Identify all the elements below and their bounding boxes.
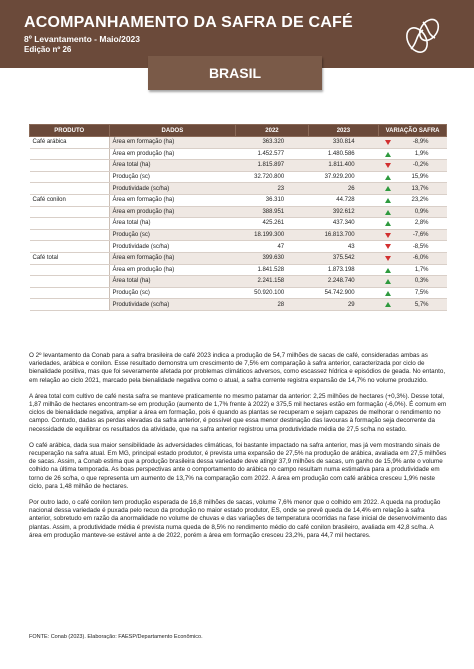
value-2023-cell: 1.811.400: [308, 160, 378, 172]
dados-cell: Produtividade (sc/ha): [109, 183, 236, 195]
produto-cell: [30, 183, 110, 195]
arrow-up-icon: [385, 221, 391, 226]
column-header: 2023: [308, 125, 378, 137]
produto-cell: [30, 148, 110, 160]
value-2022-cell: 363.320: [236, 137, 308, 149]
arrow-up-icon: [385, 210, 391, 215]
variation-cell: [379, 241, 447, 253]
dados-cell: Área em formação (ha): [109, 252, 236, 264]
variation-value: -8,9%: [412, 139, 429, 146]
table-row: [30, 241, 447, 253]
value-2022-cell: 47: [236, 241, 308, 253]
variation-cell: [379, 252, 447, 264]
produto-cell: [30, 229, 110, 241]
arrow-down-icon: [385, 233, 391, 238]
coffee-data-table: [29, 124, 447, 311]
table-row: [30, 229, 447, 241]
table-header-row: [30, 125, 447, 137]
variation-value: 0,9%: [414, 208, 429, 215]
dados-cell: Produção (sc): [109, 229, 236, 241]
produto-cell: [30, 276, 110, 288]
variation-value: 5,7%: [414, 301, 429, 308]
variation-value: 13,7%: [411, 185, 429, 192]
arrow-down-icon: [385, 163, 391, 168]
paragraph: A área total com cultivo de café nesta safra se manteve praticamente no mesmo patamar da anterior: 2,25 milhões de hectares (+0,3%). Desse total, 1,87 milhão de hectares encontram-se em produção (aumento de 1,7% frente à 2022) e 375,5 mil hectares estão em formação (-6,0%). É comum em ciclos de bienalidade negativa, ampliar a área em formação, pois é quando as plantas se recuperam e sejam capazes de melhorar o rendimento no campo. Contudo, dadas as perdas elevadas da safra anterior, é possível que essa menor destinação das lavouras à formação seja decorrente da necessidade de equilibrar os resultados da atividade, que na safra anterior registrou uma produtividade média de 27,5 sc/ha no estado.: [29, 392, 447, 433]
value-2022-cell: 28: [236, 299, 308, 311]
variation-cell: [379, 194, 447, 206]
variation-value: -0,2%: [412, 162, 429, 169]
dados-cell: Área em formação (ha): [109, 194, 236, 206]
column-header: PRODUTO: [30, 125, 110, 137]
arrow-down-icon: [385, 256, 391, 261]
dados-cell: Produtividade (sc/ha): [109, 241, 236, 253]
variation-cell: [379, 183, 447, 195]
table-row: [30, 183, 447, 195]
region-banner: BRASIL: [148, 56, 322, 90]
report-subtitle: 8º Levantamento - Maio/2023: [24, 34, 141, 44]
source-footer: FONTE: Conab (2023). Elaboração: FAESP/Departamento Econômico.: [29, 634, 203, 640]
table-row: [30, 148, 447, 160]
variation-cell: [379, 229, 447, 241]
dados-cell: Produção (sc): [109, 287, 236, 299]
value-2023-cell: 16.813.700: [308, 229, 378, 241]
value-2022-cell: 1.841.528: [236, 264, 308, 276]
variation-cell: [379, 148, 447, 160]
variation-cell: [379, 218, 447, 230]
value-2023-cell: 54.742.900: [308, 287, 378, 299]
value-2023-cell: 375.542: [308, 252, 378, 264]
value-2023-cell: 44.728: [308, 194, 378, 206]
table-row: [30, 171, 447, 183]
variation-cell: [379, 276, 447, 288]
value-2022-cell: 50.920.100: [236, 287, 308, 299]
arrow-down-icon: [385, 140, 391, 145]
variation-value: 1,7%: [414, 266, 429, 273]
arrow-up-icon: [385, 291, 391, 296]
value-2022-cell: 399.630: [236, 252, 308, 264]
table-row: [30, 264, 447, 276]
produto-cell: [30, 299, 110, 311]
variation-cell: [379, 206, 447, 218]
value-2023-cell: 1.873.198: [308, 264, 378, 276]
dados-cell: Produção (sc): [109, 171, 236, 183]
variation-cell: [379, 299, 447, 311]
variation-value: 15,9%: [411, 174, 429, 181]
report-title: ACOMPANHAMENTO DA SAFRA DE CAFÉ: [24, 14, 353, 31]
dados-cell: Área total (ha): [109, 276, 236, 288]
dados-cell: Área total (ha): [109, 160, 236, 172]
produto-cell: [30, 264, 110, 276]
arrow-up-icon: [385, 198, 391, 203]
arrow-up-icon: [385, 302, 391, 307]
value-2022-cell: 2.241.158: [236, 276, 308, 288]
variation-value: 7,5%: [414, 290, 429, 297]
variation-cell: [379, 171, 447, 183]
dados-cell: Área em produção (ha): [109, 264, 236, 276]
value-2023-cell: 37.929.200: [308, 171, 378, 183]
value-2022-cell: 23: [236, 183, 308, 195]
analysis-text: [29, 352, 447, 540]
table-row: [30, 218, 447, 230]
value-2023-cell: 2.248.740: [308, 276, 378, 288]
produto-cell: [30, 241, 110, 253]
table-row: [30, 287, 447, 299]
produto-cell: [30, 171, 110, 183]
table-row: [30, 137, 447, 149]
paragraph: Por outro lado, o café conilon tem produção esperada de 16,8 milhões de sacas, volume 7,6% menor que o colhido em 2022. A queda na produção nacional dessa variedade é puxada pelo recuo da produção no maior estado produtor, ES, onde se prevê queda de 14,4% em relação à safra anterior, sobretudo em razão da anormalidade no volume de chuvas e das variações de temperatura ocorridas na fase inicial de desenvolvimento das plantas. Assim, a produtividade média é prevista numa queda de 8,5% no rendimento médio do café conilon brasileiro, avaliada em 42,8 sc/ha. A área em produção manteve-se estável ante a de 2022, porém a área em formação cresceu 23,2%, para 44,7 mil hectares.: [29, 499, 447, 539]
dados-cell: Área total (ha): [109, 218, 236, 230]
arrow-up-icon: [385, 175, 391, 180]
paragraph: O 2º levantamento da Conab para a safra brasileira de café 2023 indica a produção de 54,7 milhões de sacas de café, consideradas ambas as variedades, arábica e conilon. Esse resultado demonstra um crescimento de 7,5% em comparação à safra anterior, caracterizada por ciclo de bienalidade positiva, mas que foi severamente afetada por problemas climáticos adversos, como escassez hídrica e episódios de geada. No entanto, em relação ao ciclo 2021, marcado pela bienalidade negativa como o atual, a safra corrente registra expansão de 14,7% no volume produzido.: [29, 352, 446, 384]
variation-value: 23,2%: [411, 197, 429, 204]
produto-cell: Café conilon: [30, 194, 110, 206]
produto-cell: Café total: [30, 252, 110, 264]
table-row: [30, 194, 447, 206]
arrow-up-icon: [385, 152, 391, 157]
coffee-beans-icon: [398, 12, 446, 60]
produto-cell: Café arábica: [30, 137, 110, 149]
column-header: DADOS: [109, 125, 236, 137]
value-2022-cell: 32.720.800: [236, 171, 308, 183]
value-2022-cell: 36.310: [236, 194, 308, 206]
produto-cell: [30, 206, 110, 218]
value-2022-cell: 425.261: [236, 218, 308, 230]
value-2022-cell: 18.199.300: [236, 229, 308, 241]
dados-cell: Área em produção (ha): [109, 206, 236, 218]
dados-cell: Produtividade (sc/ha): [109, 299, 236, 311]
column-header: VARIAÇÃO SAFRA: [379, 125, 447, 137]
value-2023-cell: 29: [308, 299, 378, 311]
value-2022-cell: 1.815.897: [236, 160, 308, 172]
variation-cell: [379, 264, 447, 276]
arrow-up-icon: [385, 186, 391, 191]
dados-cell: Área em formação (ha): [109, 137, 236, 149]
table-row: [30, 299, 447, 311]
arrow-up-icon: [385, 268, 391, 273]
variation-value: -6,0%: [412, 255, 429, 262]
variation-cell: [379, 287, 447, 299]
value-2022-cell: 1.452.577: [236, 148, 308, 160]
table-row: [30, 276, 447, 288]
variation-value: 1,9%: [414, 150, 429, 157]
variation-value: -8,5%: [412, 243, 429, 250]
value-2023-cell: 26: [308, 183, 378, 195]
dados-cell: Área em produção (ha): [109, 148, 236, 160]
variation-cell: [379, 160, 447, 172]
value-2022-cell: 388.951: [236, 206, 308, 218]
value-2023-cell: 330.814: [308, 137, 378, 149]
table-row: [30, 252, 447, 264]
table-row: [30, 160, 447, 172]
variation-value: 2,8%: [414, 220, 429, 227]
variation-value: -7,6%: [412, 232, 429, 239]
value-2023-cell: 437.340: [308, 218, 378, 230]
value-2023-cell: 43: [308, 241, 378, 253]
arrow-up-icon: [385, 279, 391, 284]
produto-cell: [30, 218, 110, 230]
produto-cell: [30, 287, 110, 299]
arrow-down-icon: [385, 244, 391, 249]
column-header: 2022: [236, 125, 308, 137]
edition-label: Edição nº 26: [24, 45, 72, 54]
value-2023-cell: 1.480.586: [308, 148, 378, 160]
table-row: [30, 206, 447, 218]
produto-cell: [30, 160, 110, 172]
paragraph: O café arábica, dada sua maior sensibilidade às adversidades climáticas, foi bastante impactado na safra anterior, mas já vem mostrando sinais de recuperação na safra atual. Em MG, principal estado produtor, é prevista uma expansão de 27,5% na produção de arábica, avaliada em 27,5 milhões de sacas. Assim, a Conab estima que a produção brasileira dessa variedade deve atingir 37,9 milhões de sacas, um ganho de 15,9% ante o volume colhido na última temporada. As boas perspectivas ante o comportamento do arábica no campo resultam numa estimativa para a produtividade em torno de 26 sc/ha, o que representa um aumento de 13,7% na comparação com 2022. A área em produção com café arábica cresceu 1,9% neste ciclo, para 1,48 milhão de hectares.: [29, 441, 447, 490]
variation-value: 0,3%: [414, 278, 429, 285]
variation-cell: [379, 137, 447, 149]
value-2023-cell: 392.612: [308, 206, 378, 218]
